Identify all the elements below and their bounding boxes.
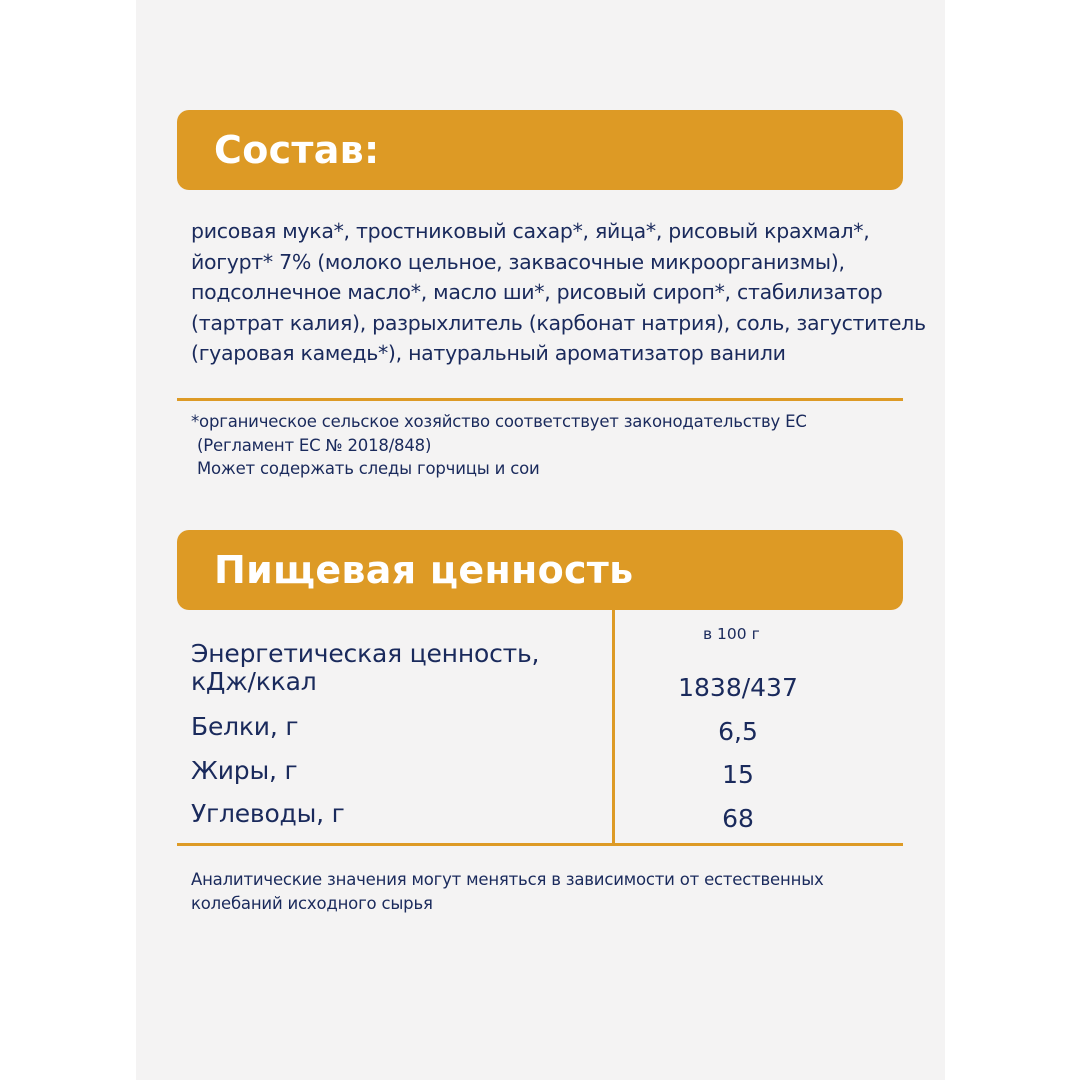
- nutrition-label-energy-unit: кДж/ккал: [191, 667, 317, 696]
- per-100g-label: в 100 г: [703, 625, 760, 643]
- analytical-values-note: [191, 868, 891, 916]
- ingredients-footnote: [191, 410, 891, 481]
- ingredients-line: йогурт* 7% (молоко цельное, заквасочные микроорганизмы),: [191, 249, 845, 274]
- ingredients-line: (тартрат калия), разрыхлитель (карбонат натрия), соль, загуститель: [191, 310, 926, 335]
- nutrition-column-divider: [612, 610, 615, 845]
- footnote-line: Может содержать следы горчицы и сои: [197, 459, 540, 478]
- nutrition-label-energy: Энергетическая ценность,: [191, 639, 540, 668]
- ingredients-title: Состав:: [214, 128, 380, 172]
- ingredients-line: рисовая мука*, тростниковый сахар*, яйца*, рисовый крахмал*,: [191, 219, 870, 243]
- ingredients-list: [191, 216, 926, 369]
- nutrition-title: Пищевая ценность: [214, 548, 634, 592]
- ingredients-line: подсолнечное масло*, масло ши*, рисовый сироп*, стабилизатор: [191, 280, 883, 304]
- footnote-line: (Регламент ЕС № 2018/848): [197, 435, 432, 455]
- ingredients-header-banner: [177, 110, 903, 190]
- nutrition-value-carbohydrates: 68: [722, 804, 754, 833]
- ingredients-line: (гуаровая камедь*), натуральный ароматизатор ванили: [191, 341, 786, 365]
- nutrition-label-carbohydrates: Углеводы, г: [191, 799, 345, 828]
- nutrition-label-fat: Жиры, г: [191, 756, 298, 785]
- nutrition-header-banner: [177, 530, 903, 610]
- divider-line: [177, 398, 903, 401]
- footnote-line: *органическое сельское хозяйство соответствует законодательству ЕС: [191, 412, 807, 431]
- nutrition-value-energy: 1838/437: [678, 673, 798, 702]
- nutrition-value-fat: 15: [722, 760, 754, 789]
- nutrition-value-protein: 6,5: [718, 717, 758, 746]
- nutrition-label-protein: Белки, г: [191, 712, 299, 741]
- note-line: Аналитические значения могут меняться в зависимости от естественных: [191, 870, 824, 889]
- note-line: колебаний исходного сырья: [191, 894, 433, 913]
- divider-line: [177, 843, 903, 846]
